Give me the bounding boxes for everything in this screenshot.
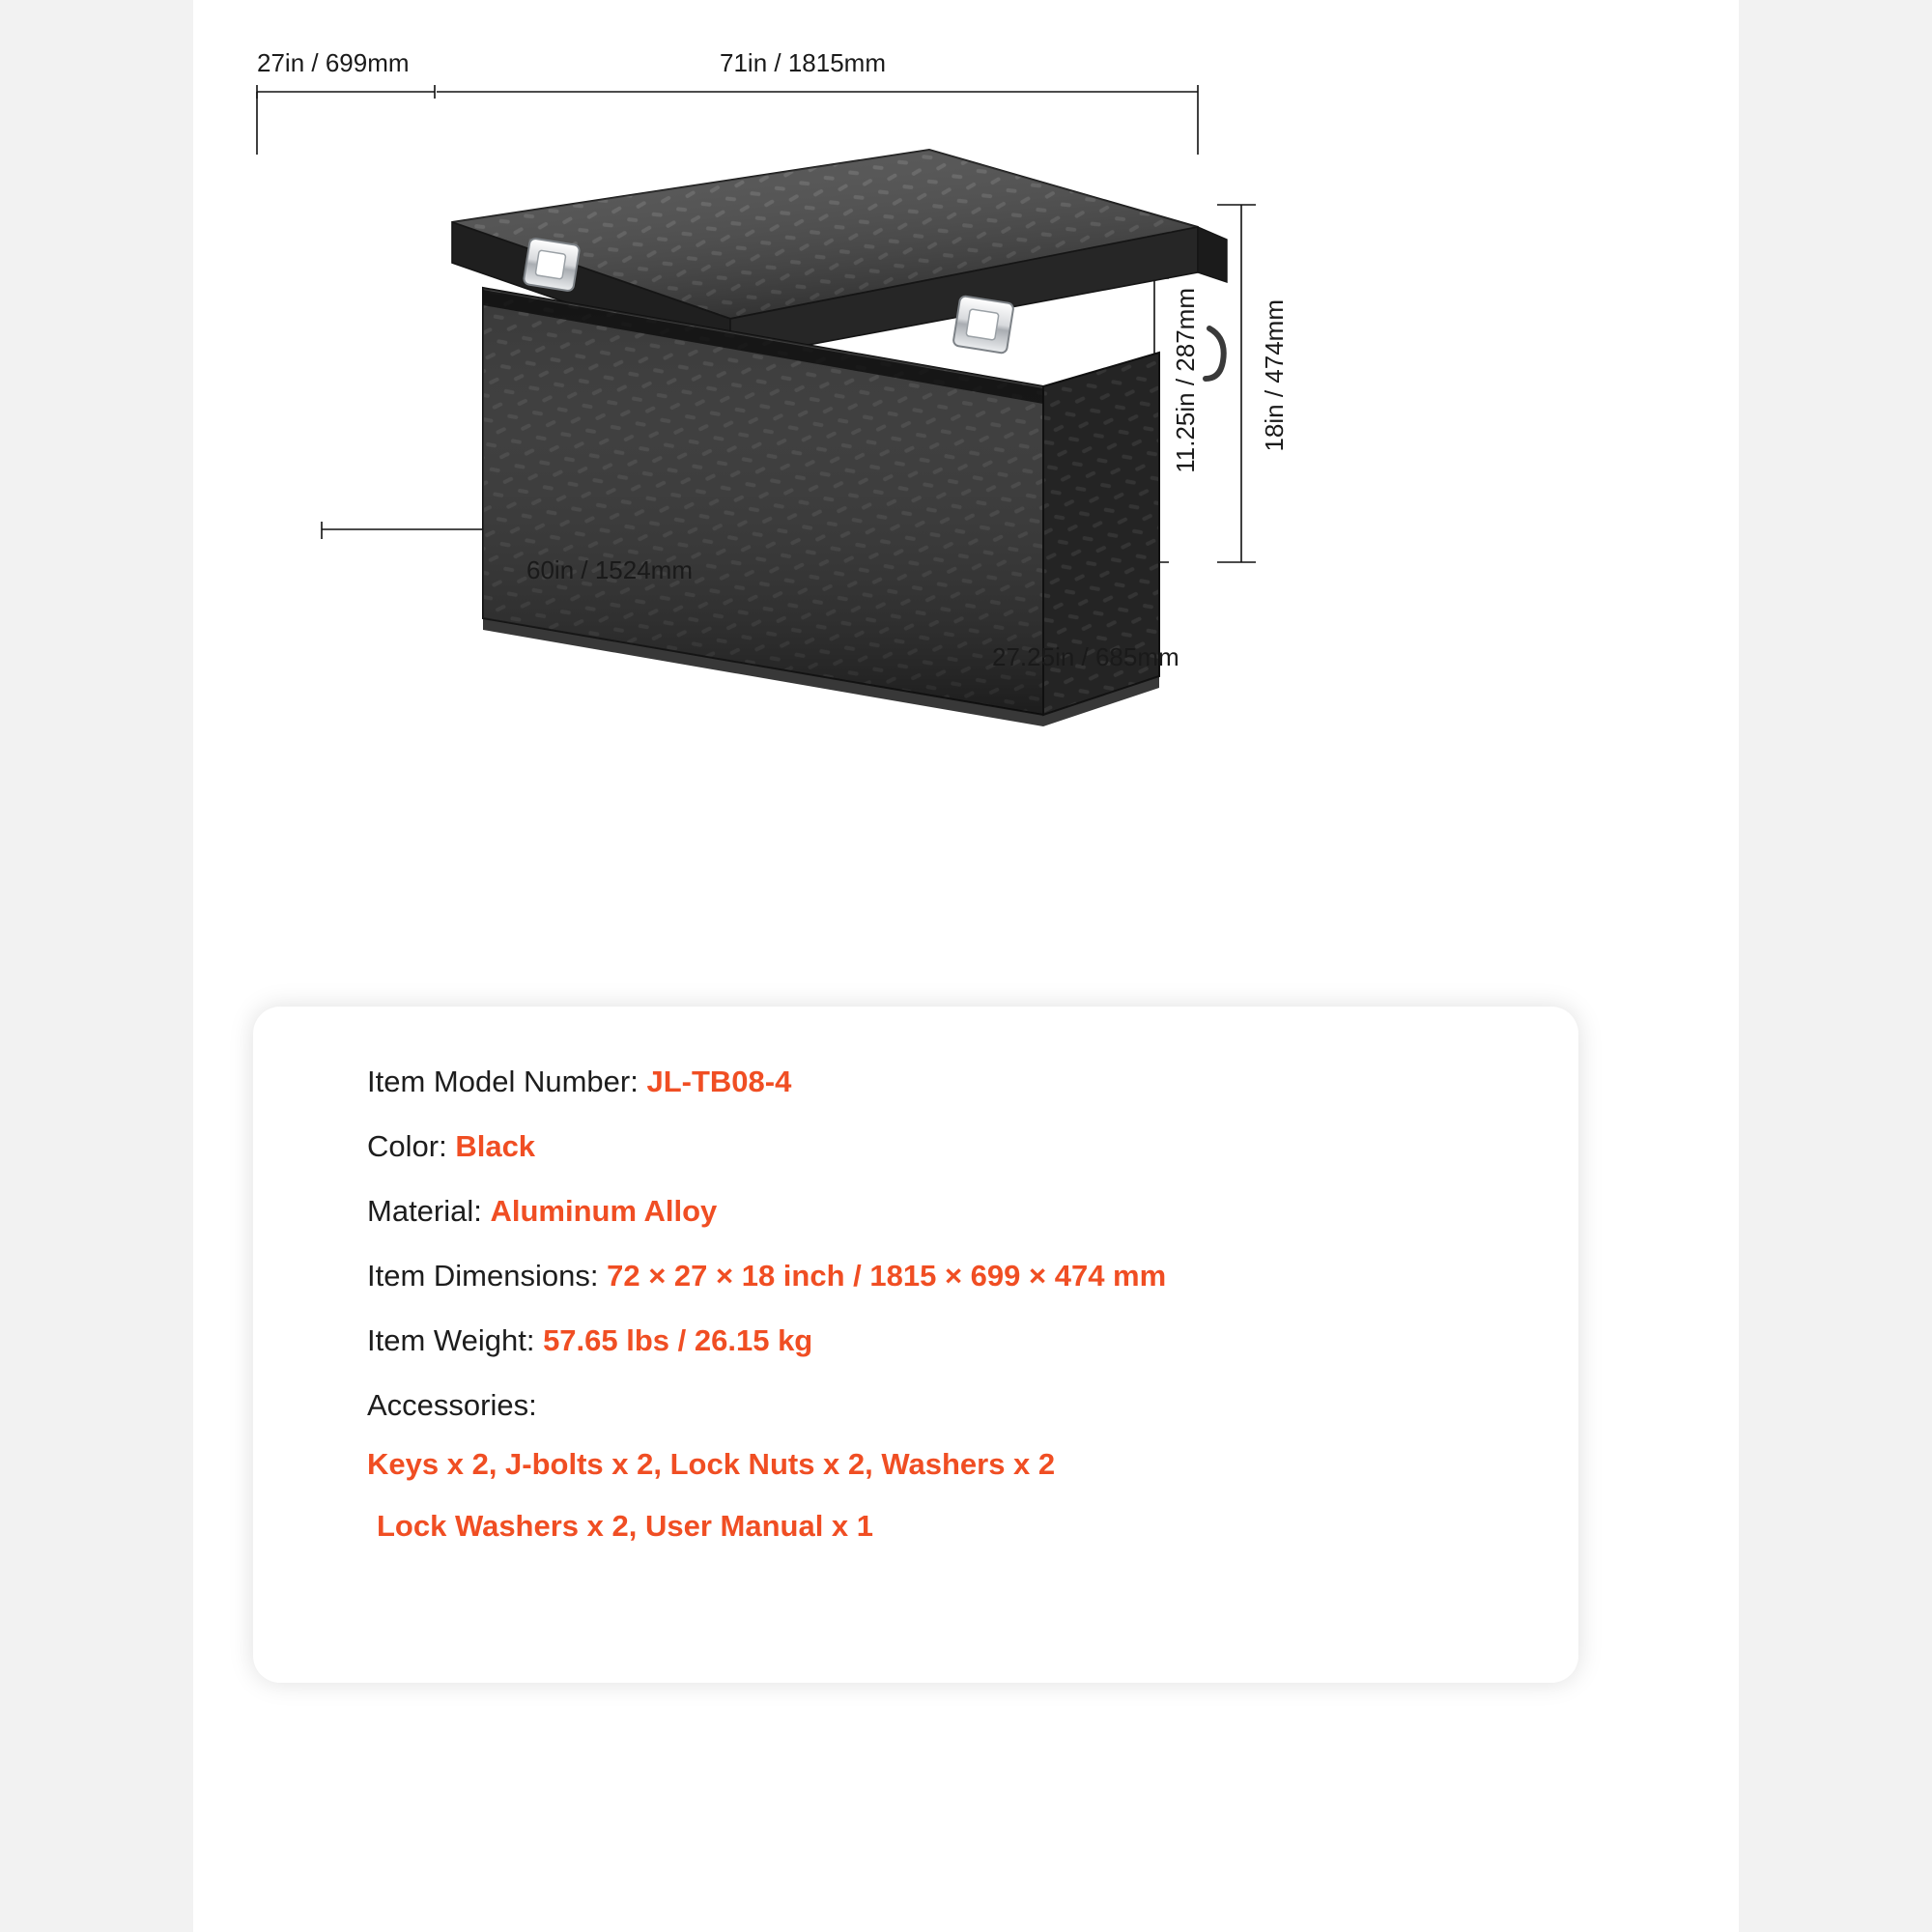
dim-depth-top: 27in / 699mm — [257, 48, 410, 77]
spec-label-material: Material: — [367, 1194, 482, 1228]
spec-label-color: Color: — [367, 1129, 447, 1163]
accessories-line-2: Lock Washers x 2, User Manual x 1 — [377, 1509, 874, 1543]
product-dimension-diagram — [193, 0, 1739, 1005]
toolbox-illustration — [193, 0, 1739, 1005]
dim-height-total: 18in / 474mm — [1260, 299, 1289, 452]
spec-value-weight: 57.65 lbs / 26.15 kg — [543, 1323, 813, 1357]
spec-row-dimensions — [367, 1261, 1540, 1291]
spec-row-color — [367, 1131, 1540, 1161]
right-gutter — [1739, 0, 1932, 1932]
dim-depth-bottom: 27.25in / 685mm — [992, 642, 1179, 671]
content-canvas — [193, 0, 1739, 1932]
dim-height-body: 11.25in / 287mm — [1171, 288, 1200, 473]
dim-length-top: 71in / 1815mm — [720, 48, 886, 77]
spec-row-weight — [367, 1325, 1540, 1355]
left-gutter — [0, 0, 193, 1932]
spec-label-accessories: Accessories: — [367, 1388, 537, 1422]
spec-row-model — [367, 1066, 1540, 1096]
spec-value-material: Aluminum Alloy — [490, 1194, 718, 1228]
spec-value-color: Black — [455, 1129, 536, 1163]
spec-row-material — [367, 1196, 1540, 1226]
toolbox-body — [452, 150, 1227, 726]
spec-label-dimensions: Item Dimensions: — [367, 1259, 599, 1293]
accessories-line-1: Keys x 2, J-bolts x 2, Lock Nuts x 2, Washers x 2 — [367, 1447, 1056, 1481]
specification-card — [253, 1007, 1578, 1683]
spec-value-dimensions: 72 × 27 × 18 inch / 1815 × 699 × 474 mm — [607, 1259, 1167, 1293]
dim-length-bottom: 60in / 1524mm — [526, 555, 693, 584]
latch-left-icon — [524, 238, 581, 292]
spec-row-accessories — [367, 1390, 1540, 1420]
spec-label-weight: Item Weight: — [367, 1323, 535, 1357]
spec-value-model: JL-TB08-4 — [646, 1065, 792, 1098]
latch-right-icon — [952, 296, 1013, 354]
spec-label-model: Item Model Number: — [367, 1065, 639, 1098]
handle-hook-icon — [1206, 328, 1224, 379]
specification-list — [367, 1066, 1540, 1571]
